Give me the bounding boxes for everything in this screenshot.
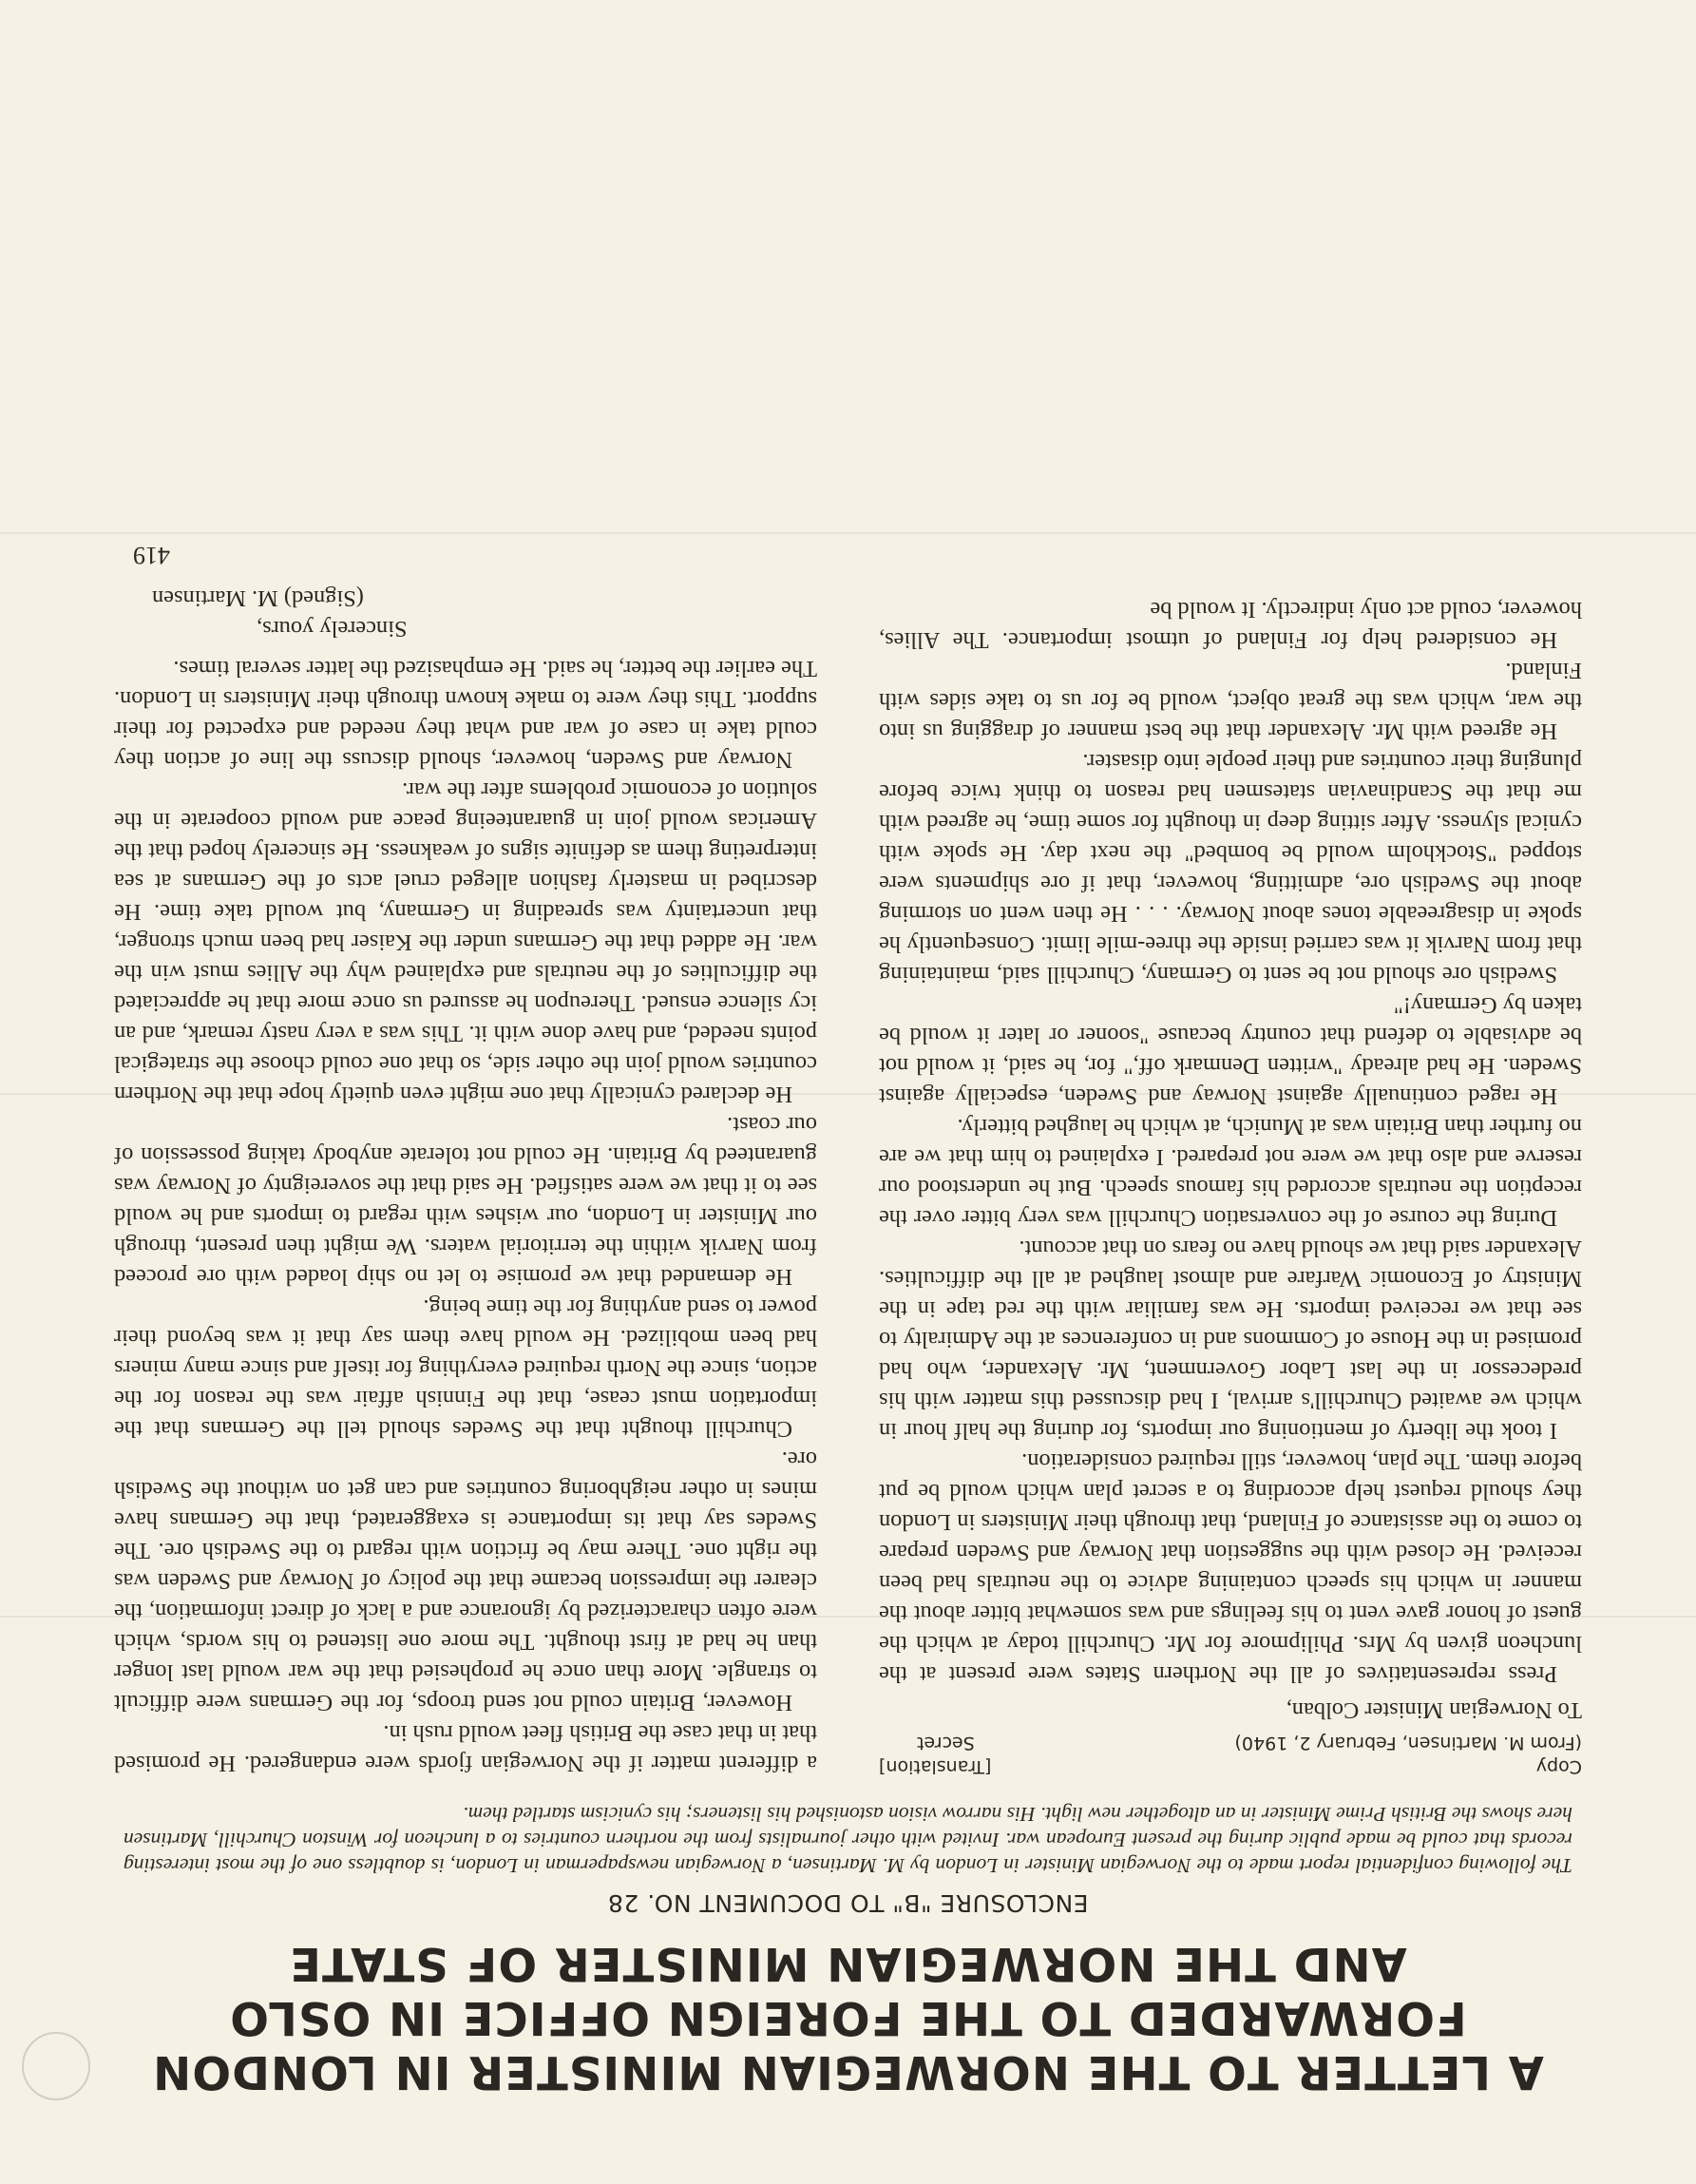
page-content [114, 541, 1582, 2098]
letter-paragraph: a different matter if the Norwegian fjords were endangered. He promised that in that case the British fleet would rush in. [114, 1720, 817, 1776]
intro-paragraph: The following confidential report made to the Norwegian Minister in London by M. Martinsen, a Norwegian newspaperman in London, is doubtless one of the most interesting records that could be made public during the present European war. Invited with other journalists from the northern countries to a luncheon for Winston Churchill, Martinsen here shows the British Prime Minister in an altogether new light. His narrow vision astonished his listeners; his cynicism startled them. [124, 1803, 1572, 1877]
headline-line-3: AND THE NORWEGIAN MINISTER OF STATE [289, 1937, 1407, 1990]
letter-paragraph: He considered help for Finland of utmost importance. The Allies, however, could act only indirectly. It would be [879, 597, 1582, 653]
letter-paragraph: He raged continually against Norway and Sweden, especially against Sweden. He had already "written Denmark off," for, he said, it would not be advisable to defend that country because "sooner or later it would be taken by Germany!" [879, 992, 1582, 1109]
letter-paragraph: Norway and Sweden, however, should discuss the line of action they could take in case of war and what they needed and expected for their support. This they were to make known through their Ministers in London. The earlier the better, he said. He emphasized the latter several times. [114, 656, 817, 773]
signature: (Signed) M. Martinsen [152, 585, 364, 611]
secret-label: Secret [917, 1733, 975, 1753]
letter-paragraph: However, Britain could not send troops, for the Germans were difficult to strangle. More than once he prophesied that the war would last longer than he had at first thought. The more one listened to his words, which were often characterized by ignorance and a lack of direct information, the clearer the impression became that the policy of Norway and Sweden was the right one. There may be friction with regard to the Swedish ore. The Swedes say that its importance is exaggerated, that the Germans have mines in other neighboring countries and can get on without the Swedish ore. [114, 1446, 817, 1715]
from-line: (From M. Martinsen, February 2, 1940) [1234, 1733, 1582, 1753]
letter-paragraph: He demanded that we promise to let no ship loaded with ore proceed from Narvik within the territorial waters. We might then present, through our Minister in London, our wishes with regard to imports and he would see to it that we were satisfied. He said that the sovereignty of Norway was guaranteed by Britain. He could not tolerate anybody taking possession of our coast. [114, 1112, 817, 1290]
enclosure-label: ENCLOSURE "B" TO DOCUMENT NO. 28 [607, 1889, 1089, 1917]
letter-paragraph: During the course of the conversation Churchill was very bitter over the reception the neutrals accorded his famous speech. But he understood our reserve and also that we were not prepared. I explained to him that we are no further than Britain was at Munich, at which he laughed bitterly. [879, 1114, 1582, 1231]
salutation: To Norwegian Minister Colban, [1286, 1697, 1582, 1723]
right-column [114, 541, 817, 1778]
closing: Sincerely yours, [257, 616, 408, 642]
letter-paragraph: Churchill thought that the Swedes should tell the Germans that the importation must cease, that the Finnish affair was the reason for the action, since the North required everything for itself and since many miners had been mobilized. He would have them say that it was beyond their power to send anything for the time being. [114, 1294, 817, 1442]
left-column [879, 541, 1582, 1778]
copy-label: Copy [1535, 1756, 1582, 1777]
letter-paragraph: He declared cynically that one might even quietly hope that the Northern countries would join the other side, so that one could choose the strategical points needed, and have done with it. This was a very nasty remark, and an icy silence ensued. Thereupon he assured us once more that he appreciated the difficulties of the neutrals and explained why the Allies must win the war. He added that the Germans under the Kaiser had been much stronger, that uncertainty was spreading in Germany, but would take time. He described in masterly fashion alleged cruel acts of the Germans at sea interpreting them as definite signs of weakness. He sincerely hoped that the Americas would join in guaranteeing peace and would cooperate in the solution of economic problems after the war. [114, 777, 817, 1107]
letter-paragraph: He agreed with Mr. Alexander that the best manner of dragging us into the war, which was the great object, would be for us to take sides with Finland. [879, 658, 1582, 744]
page-number: 419 [133, 542, 170, 569]
library-stamp [22, 2032, 90, 2100]
copy-header [879, 1731, 1582, 1778]
headline-line-2: FORWARDED TO THE FOREIGN OFFICE IN OSLO [229, 1991, 1467, 2044]
letter-paragraph: Press representatives of all the Northern States were present at the luncheon given by Mrs. Philipmore for Mr. Churchill today at which the guest of honor gave vent to his feelings and was somewhat bitter about the manner in which his speech containing advice to the neutrals had been received. He closed with the suggestion that Norway and Sweden prepare to come to the assistance of Finland, that through their Ministers in London they should request help according to a secret plan which would be put before them. The plan, however, still required consideration. [879, 1448, 1582, 1687]
letter-columns [114, 541, 1582, 1778]
translation-label: [Translation] [879, 1756, 992, 1777]
letter-paragraph: I took the liberty of mentioning our imports, for during the half hour in which we awaited Churchill's arrival, I had discussed this matter with his predecessor in the last Labor Government, Mr. Alexander, who had promised in the House of Commons and in conferences at the Admiralty to see that we received imports. He was familiar with the red tape in the Ministry of Economic Warfare and almost laughed at all the difficulties. Alexander said that we should have no fears on that account. [879, 1236, 1582, 1444]
headline [114, 1936, 1582, 2098]
letter-paragraph: Swedish ore should not be sent to Germany, Churchill said, maintaining that from Narvik it was carried inside the three-mile limit. Consequently he spoke in disagreeable tones about Norway. . . . He then went on storming about the Swedish ore, admitting, however, that if ore shipments were stopped "Stockholm would be bombed" the next day. He spoke with cynical slyness. After sitting deep in thought for some time, he agreed with me that the Scandinavian statesmen had reason to think twice before plunging their countries and their people into disaster. [879, 749, 1582, 987]
headline-line-1: A LETTER TO THE NORWEGIAN MINISTER IN LONDON [152, 2045, 1544, 2098]
